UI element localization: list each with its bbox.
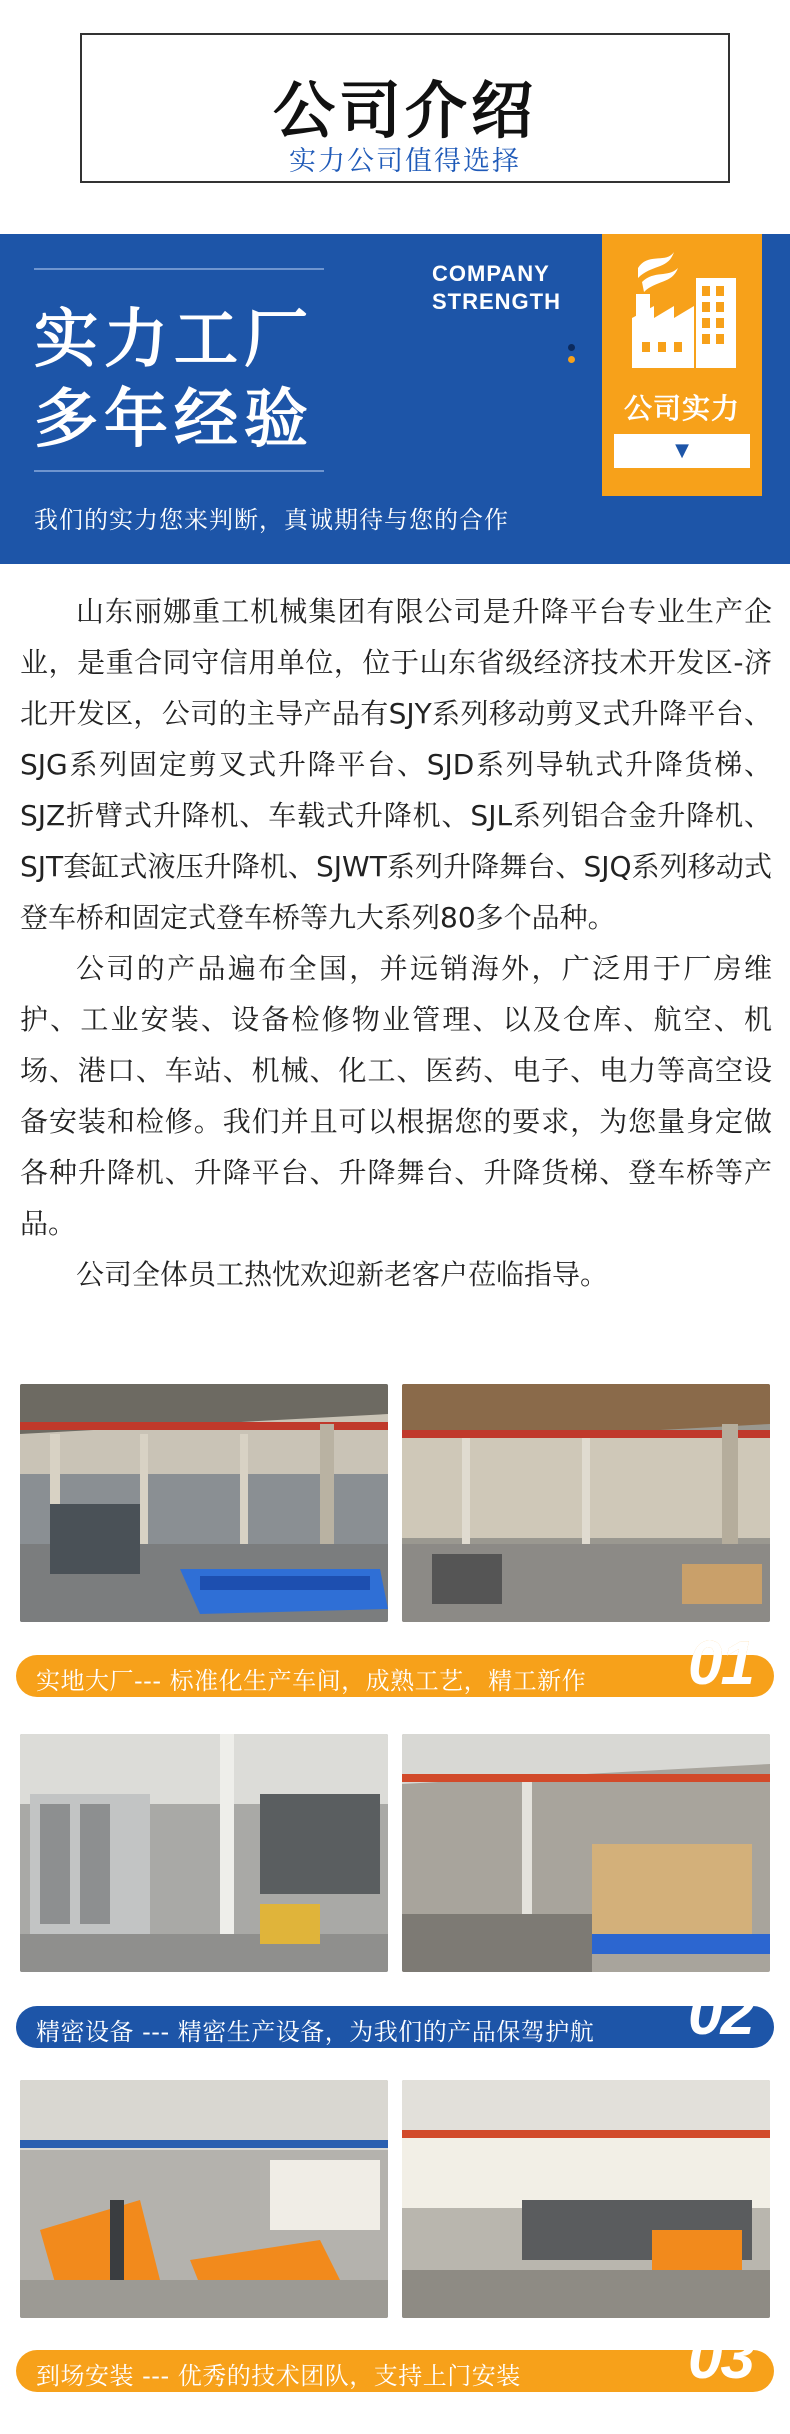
banner-heading-line1: 实力工厂 [34, 303, 314, 377]
divider [34, 470, 324, 472]
feature-number-text: 01 [688, 1629, 753, 1698]
decor-dot [568, 356, 575, 363]
feature-text: 实地大厂--- 标准化生产车间，成熟工艺，精工新作 [36, 1667, 587, 1695]
feature-number-text: 03 [688, 2323, 753, 2392]
factory-icon [602, 234, 762, 384]
feature-number [688, 1628, 753, 1699]
strength-banner [0, 234, 790, 564]
feature-banner [16, 2350, 774, 2392]
factory-photo [20, 1384, 388, 1622]
equipment-photo [20, 1734, 388, 1972]
feature-number [688, 2322, 753, 2393]
installation-photo [20, 2080, 388, 2318]
chevron-down-icon: ▼ [675, 440, 689, 461]
equipment-photo [402, 1734, 770, 1972]
banner-tagline: 我们的实力您来判断，真诚期待与您的合作 [34, 506, 509, 534]
feature-number [688, 1978, 753, 2049]
page-subtitle: 实力公司值得选择 [289, 146, 521, 177]
feature-number-text: 02 [688, 1979, 753, 2048]
installation-photo [402, 2080, 770, 2318]
expand-button[interactable] [614, 434, 750, 468]
factory-photo [402, 1384, 770, 1622]
company-intro [20, 586, 772, 1300]
english-heading [432, 260, 561, 316]
feature-banner [16, 1655, 774, 1697]
feature-banner [16, 2006, 774, 2048]
page-title: 公司介绍 [272, 74, 537, 147]
english-heading-line2: STRENGTH [432, 289, 561, 314]
divider [34, 268, 324, 270]
card-label: 公司实力 [623, 392, 740, 425]
english-heading-line1: COMPANY [432, 261, 550, 286]
intro-paragraph: 公司的产品遍布全国，并远销海外，广泛用于厂房维护、工业安装、设备检修物业管理、以及仓库、航空、机场、港口、车站、机械、化工、医药、电子、电力等高空设备安装和检修。我们并且可以根据您的要求，为您量身定做各种升降机、升降平台、升降舞台、升降货梯、登车桥等产品。 [20, 952, 772, 1240]
feature-text: 到场安装 --- 优秀的技术团队，支持上门安装 [36, 2362, 521, 2390]
intro-paragraph: 公司全体员工热忱欢迎新老客户莅临指导。 [76, 1258, 609, 1291]
decor-dot [568, 344, 575, 351]
intro-paragraph: 山东丽娜重工机械集团有限公司是升降平台专业生产企业，是重合同守信用单位，位于山东省级经济技术开发区-济北开发区，公司的主导产品有SJY系列移动剪叉式升降平台、SJG系列固定剪叉式升降平台、SJD系列导轨式升降货梯、SJZ折臂式升降机、车载式升降机、SJL系列铝合金升降机、SJT套缸式液压升降机、SJWT系列升降舞台、SJQ系列移动式登车桥和固定式登车桥等九大系列80多个品种。 [20, 595, 772, 934]
feature-text: 精密设备 --- 精密生产设备，为我们的产品保驾护航 [36, 2018, 595, 2046]
banner-heading-line2: 多年经验 [34, 383, 314, 457]
company-strength-card [602, 234, 762, 496]
title-box [80, 33, 730, 183]
